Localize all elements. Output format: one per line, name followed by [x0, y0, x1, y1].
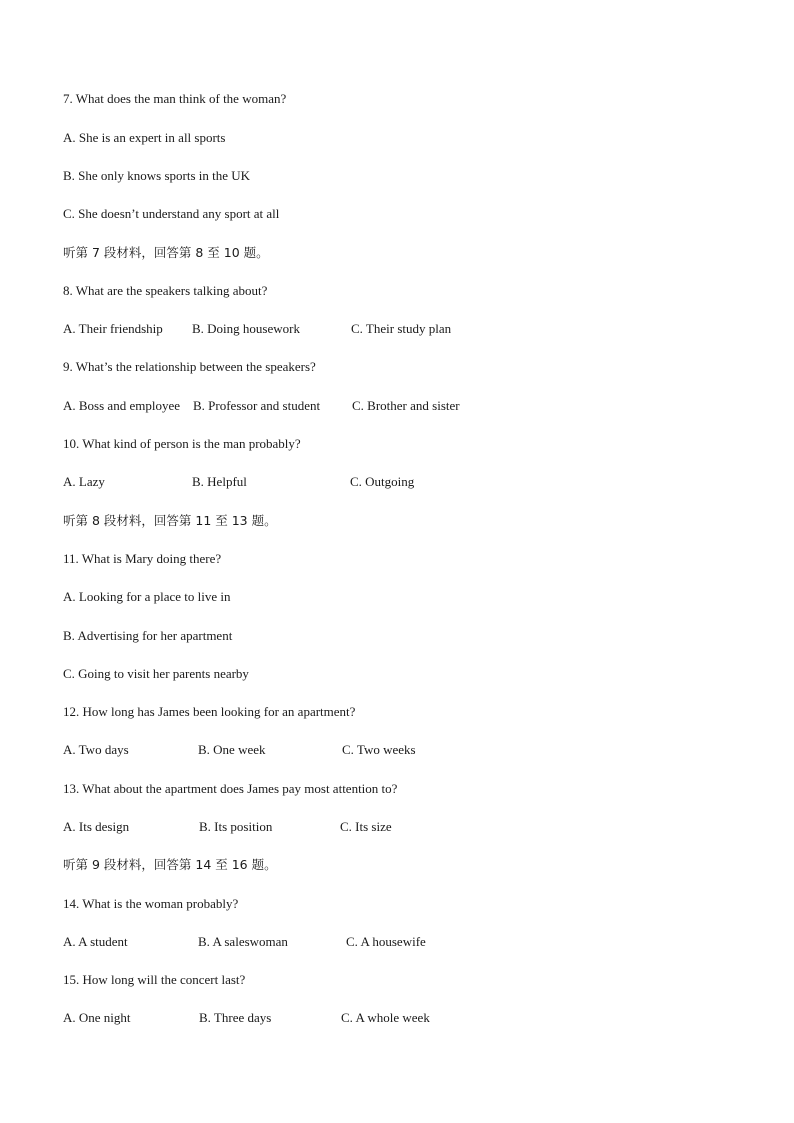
section-heading-7: 听第 7 段材料，回答第 8 至 10 题。 — [63, 245, 269, 260]
option-11a: A. Looking for a place to live in — [63, 589, 231, 604]
options-row-14 — [63, 934, 783, 950]
option-13c: C. Its size — [340, 819, 392, 834]
question-7: 7. What does the man think of the woman? — [63, 91, 287, 106]
options-row-8 — [63, 321, 783, 337]
option-10c: C. Outgoing — [350, 474, 415, 489]
option-7c: C. She doesn’t understand any sport at all — [63, 206, 280, 221]
option-13a: A. Its design — [63, 819, 130, 834]
option-9a: A. Boss and employee — [63, 398, 180, 413]
option-10a: A. Lazy — [63, 474, 105, 489]
option-9c: C. Brother and sister — [352, 398, 460, 413]
question-12: 12. How long has James been looking for an apartment? — [63, 704, 356, 719]
question-11: 11. What is Mary doing there? — [63, 551, 222, 566]
option-15a: A. One night — [63, 1010, 131, 1025]
option-8a: A. Their friendship — [63, 321, 163, 336]
option-15b: B. Three days — [199, 1010, 272, 1025]
options-row-9 — [63, 398, 783, 414]
option-10b: B. Helpful — [192, 474, 247, 489]
option-14b: B. A saleswoman — [198, 934, 288, 949]
question-15: 15. How long will the concert last? — [63, 972, 246, 987]
options-row-15 — [63, 1010, 783, 1026]
option-8c: C. Their study plan — [351, 321, 452, 336]
option-9b: B. Professor and student — [193, 398, 321, 413]
option-11c: C. Going to visit her parents nearby — [63, 666, 249, 681]
question-14: 14. What is the woman probably? — [63, 896, 239, 911]
options-row-12 — [63, 742, 783, 758]
option-15c: C. A whole week — [341, 1010, 430, 1025]
option-12c: C. Two weeks — [342, 742, 416, 757]
options-row-13 — [63, 819, 783, 835]
option-12b: B. One week — [198, 742, 266, 757]
option-7a: A. She is an expert in all sports — [63, 130, 226, 145]
question-13: 13. What about the apartment does James pay most attention to? — [63, 781, 398, 796]
option-14a: A. A student — [63, 934, 128, 949]
option-8b: B. Doing housework — [192, 321, 300, 336]
option-7b: B. She only knows sports in the UK — [63, 168, 251, 183]
option-13b: B. Its position — [199, 819, 273, 834]
options-row-10 — [63, 474, 783, 490]
option-12a: A. Two days — [63, 742, 129, 757]
question-8: 8. What are the speakers talking about? — [63, 283, 268, 298]
option-14c: C. A housewife — [346, 934, 426, 949]
section-heading-9: 听第 9 段材料，回答第 14 至 16 题。 — [63, 857, 277, 872]
question-10: 10. What kind of person is the man probably? — [63, 436, 301, 451]
question-9: 9. What’s the relationship between the speakers? — [63, 359, 316, 374]
option-11b: B. Advertising for her apartment — [63, 628, 233, 643]
section-heading-8: 听第 8 段材料，回答第 11 至 13 题。 — [63, 513, 277, 528]
